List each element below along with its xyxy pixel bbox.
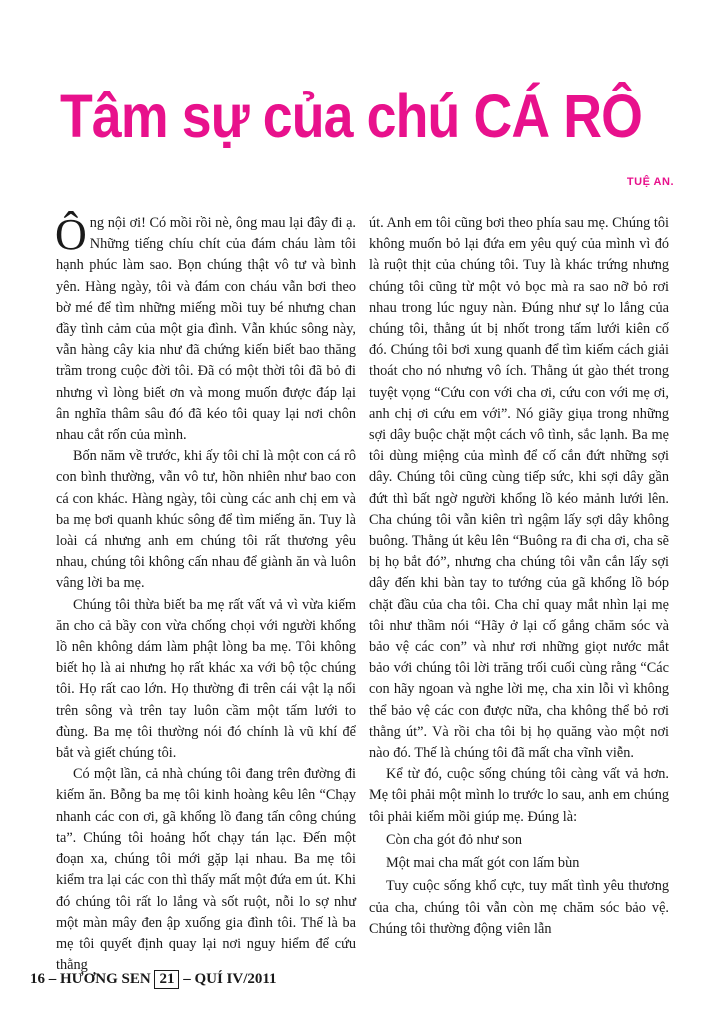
left-column: [55, 210, 356, 976]
drop-cap: Ô: [55, 210, 87, 259]
author-byline: TUỆ AN.: [626, 176, 674, 188]
verse-line: Còn cha gót đỏ như son: [386, 831, 523, 848]
page-number: 16: [30, 971, 45, 987]
paragraph: út. Anh em tôi cũng bơi theo phía sau mẹ. Chúng tôi không muốn bỏ lại đứa em yêu quý của mình vì đó là ruột thịt của chúng tôi. Tuy là khác trứng nhưng chúng tôi cũng từ một vỏ bọc mà ra sao nỡ bỏ rơi nhau trong lúc nguy nàn. Đúng như sự lo lắng của chúng tôi, thằng út bị nhốt trong tấm lưới kiên cố đó. Chúng tôi bơi xung quanh để tìm kiếm cách giải thoát cho nó nhưng vô ích. Thằng út gào thét trong tuyệt vọng “Cứu con với cha ơi, cứu con với mẹ ơi, anh chị ơi cứu em với”. Nó giãy giụa trong những sợi dây buộc chặt một cách vô tình, sắc lạnh. Ba mẹ tôi dùng miệng của mình để cố cắn đứt những sợi dây. Chúng tôi cũng cùng tiếp sức, khi sợi dây gần đứt thì bất ngờ người khổng lồ kéo mảnh lưới lên. Cha chúng tôi vẫn kiên trì ngậm lấy sợi dây không buông. Thằng út kêu lên “Buông ra đi cha ơi, cha sẽ bị họ bắt đó”, nhưng cha chúng tôi vẫn cắn lấy sợi dây đến khi bàn tay to tướng của gã khổng lồ bóp chặt đầu của cha tôi. Cha chỉ quay mắt nhìn lại mẹ tôi như thầm nói “Hãy ở lại cố gắng chăm sóc và bảo vệ các con” và như rơi những giọt nước mắt bảo với chúng tôi lời trăng trối cuối cùng rằng “Các con hãy ngoan và nghe lời mẹ, cha xin lỗi vì không thể bảo vệ các con được nữa, cha không thể bỏ rơi thằng út”. Và rồi cha tôi bị họ quăng vào một nơi nào đó. Thế là chúng tôi đã mất cha vĩnh viễn.: [369, 215, 669, 762]
issue-period: – QUÍ IV/2011: [183, 971, 277, 987]
paragraph: Kể từ đó, cuộc sống chúng tôi càng vất vả hơn. Mẹ tôi phải một mình lo trước lo sau, anh em chúng tôi phải kiếm mồi giúp mẹ. Đúng là:: [369, 766, 669, 825]
paragraph: Tuy cuộc sống khổ cực, tuy mất tình yêu thương của cha, chúng tôi vẫn còn mẹ chăm sóc bảo vệ. Chúng tôi thường động viên lẫn: [369, 878, 669, 937]
paragraph: [55, 210, 356, 446]
paragraph: Có một lần, cả nhà chúng tôi đang trên đường đi kiếm ăn. Bỗng ba mẹ tôi kinh hoàng kêu lên “Chạy nhanh các con ơi, gã khổng lồ đang tấn công chúng ta”. Chúng tôi hoảng hốt chạy tán lạc. Đến một đoạn xa, chúng tôi mới gặp lại nhau. Ba mẹ tôi kiểm tra lại các con thì thấy mất một đứa em út. Khi đó chúng tôi rất lo lắng và sốt ruột, nỗi lo sợ như một màn mây đen ập xuống gia đình tôi. Thế là ba mẹ tôi quyết định quay lại nơi nguy hiểm để cứu thằng: [56, 766, 356, 974]
paragraph: Chúng tôi thừa biết ba mẹ rất vất vả vì vừa kiếm ăn cho cả bầy con vừa chống chọi với người khổng lồ nên không dám làm phật lòng ba mẹ. Tôi không biết họ là ai nhưng họ rất khác xa với bộ tộc chúng tôi. Họ rất cao lớn. Họ thường đi trên cái vật lạ nổi trên sông và trên tay luôn cầm một tấm lưới to đùng. Ba mẹ tôi thường nói đó chính là vũ khí để bắt và giết chúng tôi.: [56, 596, 356, 762]
page-footer: [30, 970, 277, 989]
verse-line: Một mai cha mất gót con lấm bùn: [386, 855, 580, 872]
right-column: [369, 213, 669, 940]
issue-number: 21: [154, 970, 179, 989]
paragraph: Bốn năm về trước, khi ấy tôi chỉ là một con cá rô con bình thường, vẫn vô tư, hồn nhiên như bao con cá con khác. Hàng ngày, tôi cùng các anh chị em và ba mẹ bơi quanh khúc sông để tìm miếng ăn. Tuy là loài cá nhưng anh em chúng tôi rất thương yêu nhau, chúng tôi không cấn nhau để giành ăn và luôn vâng lời ba mẹ.: [56, 448, 356, 592]
article-title: Tâm sự của chú CÁ RÔ: [60, 82, 643, 150]
paragraph-text: ng nội ơi! Có mồi rồi nè, ông mau lại đây đi ạ. Những tiếng chíu chít của đám cháu làm tôi hạnh phúc làm sao. Bọn chúng thật vô tư và bình yên. Hàng ngày, tôi và đám con cháu vẫn bơi theo bờ mé để tìm những miếng mồi tuy bé nhưng chan đầy tình cảm của một gia đình. Vẫn khúc sông này, vẫn hàng cây kia như đã chứng kiến biết bao thăng trầm trong cuộc đời tôi. Đã có một thời tôi đã bỏ đi nhưng vì lòng biết ơn và mong muốn được đáp lại ân nghĩa thâm sâu đó đã kéo tôi quay lại nơi chôn nhau cắt rốn của mình.: [56, 215, 356, 444]
magazine-name: – HƯƠNG SEN: [48, 971, 151, 987]
